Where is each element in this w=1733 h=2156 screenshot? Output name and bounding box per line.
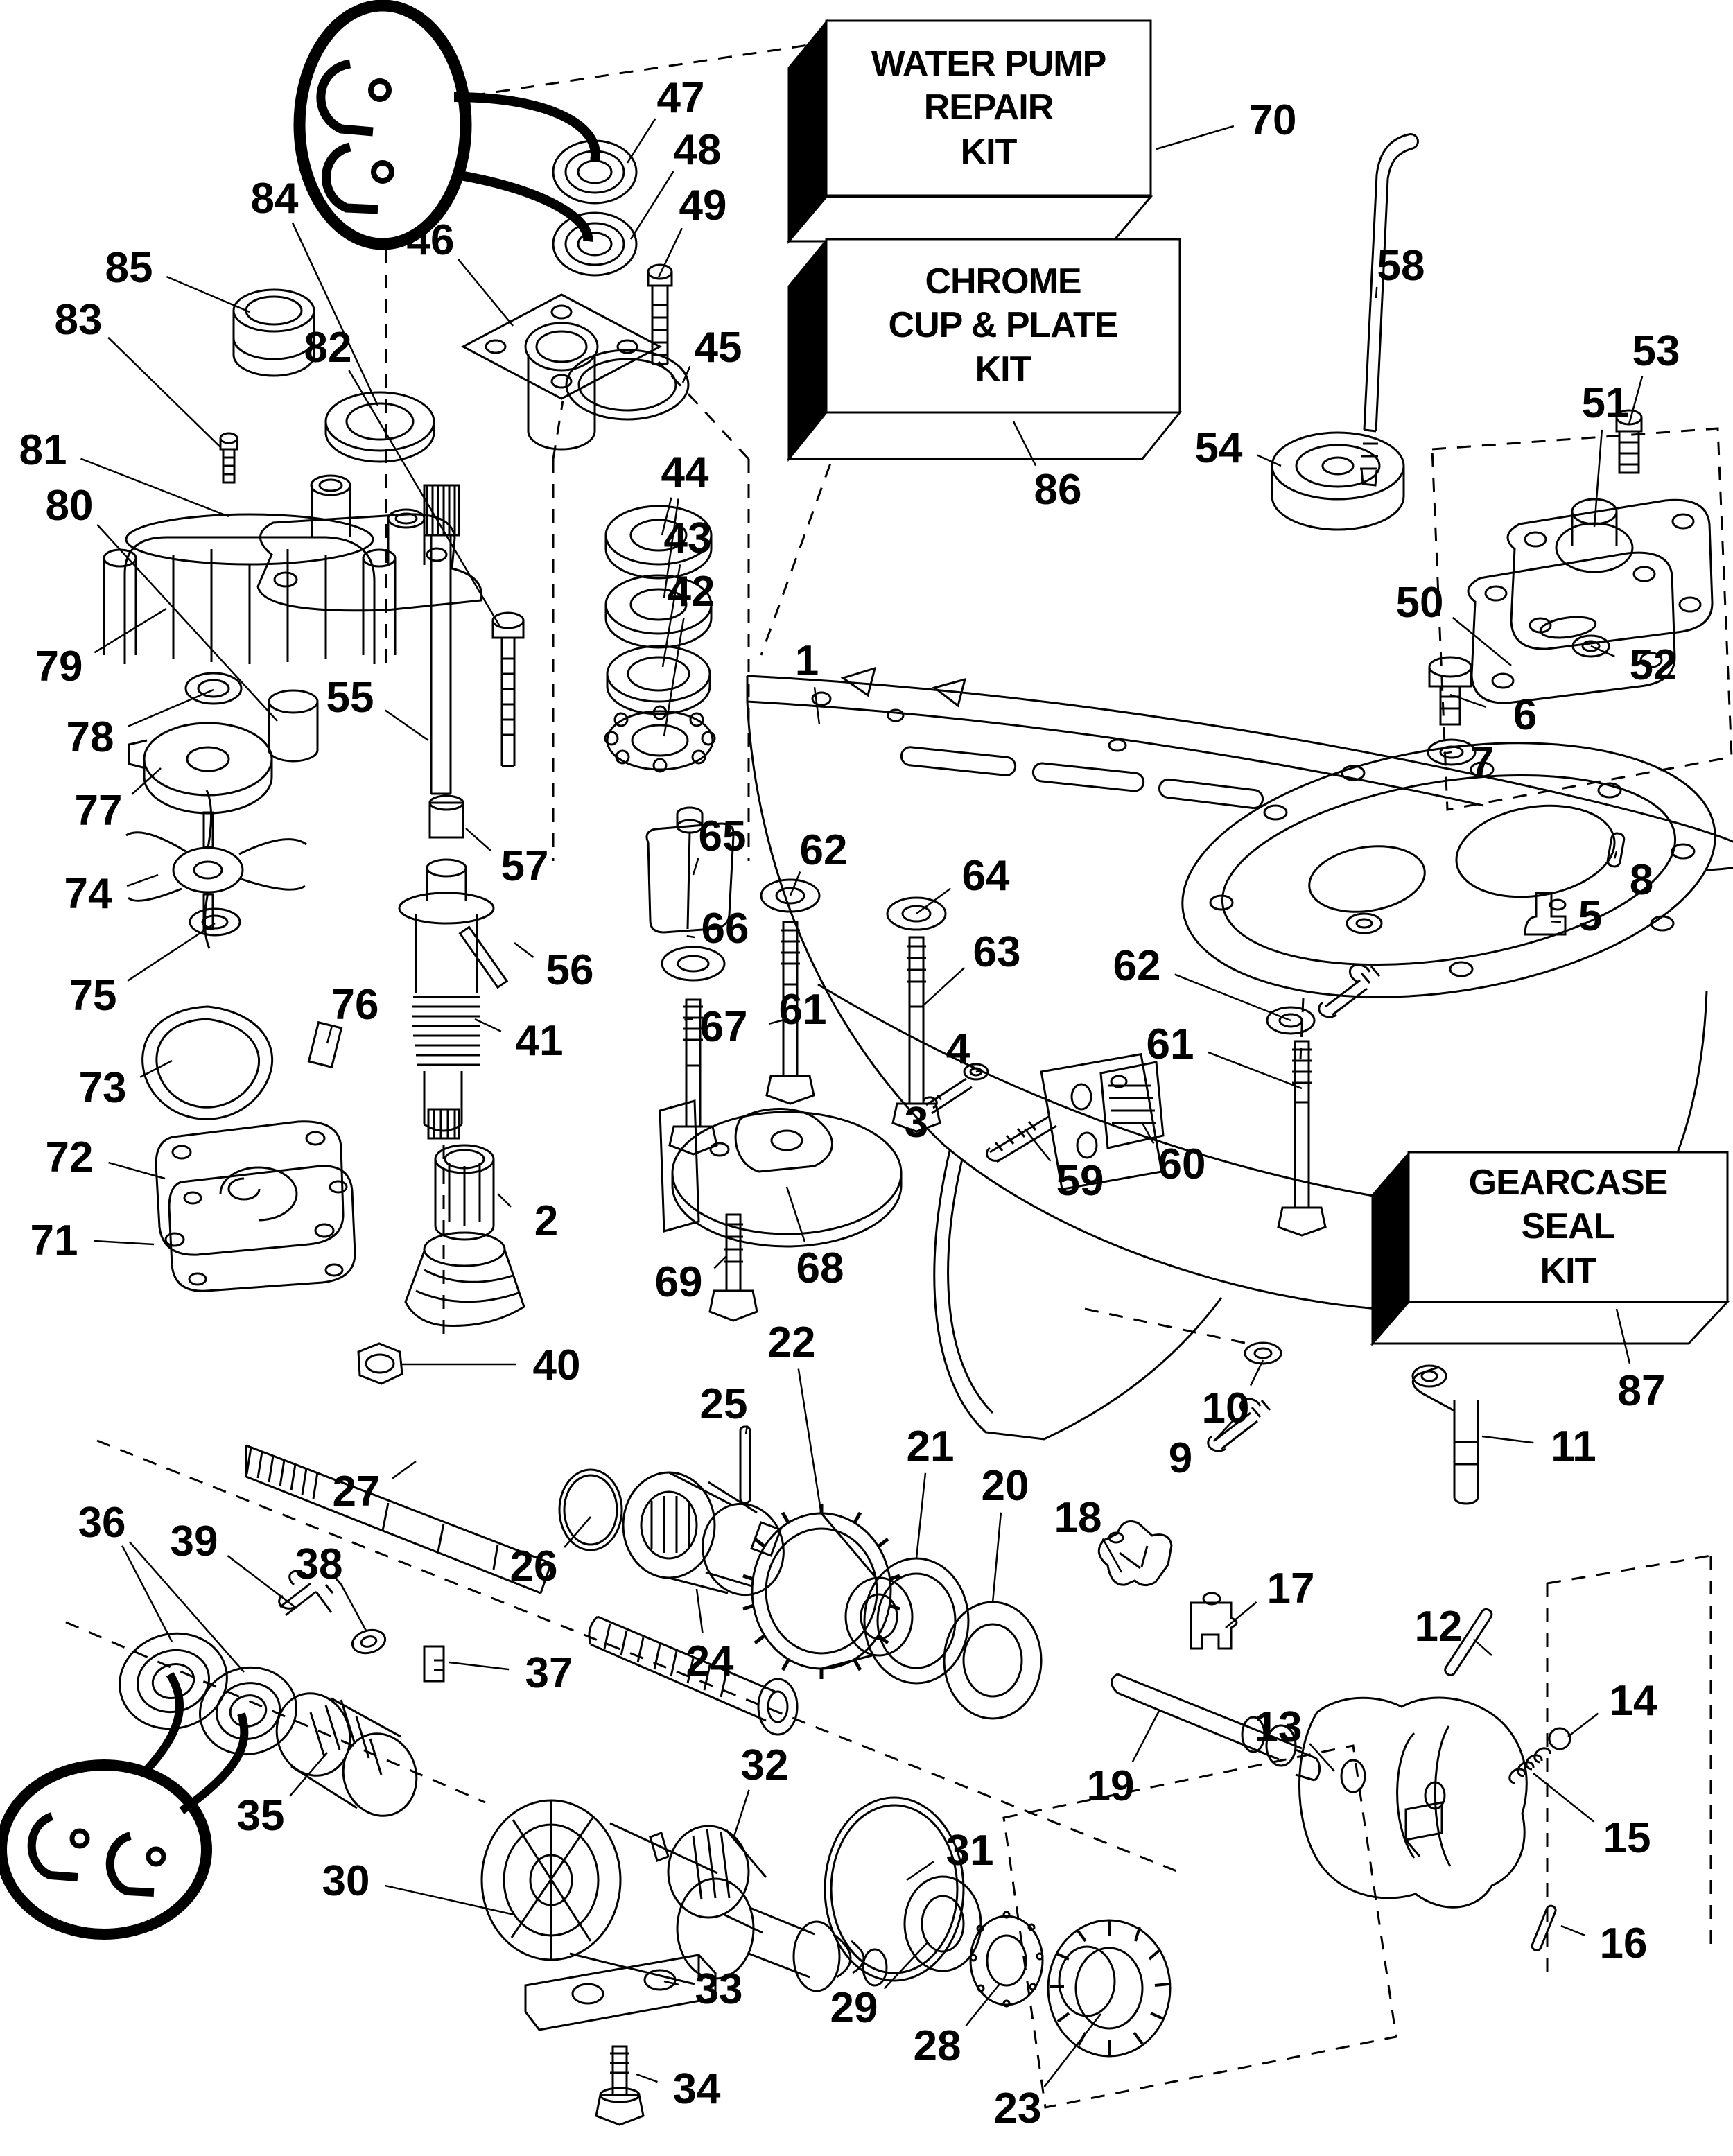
chrome-cup-plate-kit-box (826, 239, 1180, 412)
part-label-67: 67 (699, 1003, 748, 1051)
leader-line (108, 338, 220, 447)
part-label-31: 31 (946, 1827, 994, 1875)
leader-line (564, 1517, 591, 1547)
part-label-51: 51 (1581, 379, 1630, 427)
part-label-38: 38 (295, 1540, 343, 1588)
part-label-80: 80 (45, 482, 94, 530)
part-label-85: 85 (105, 244, 153, 292)
part-label-37: 37 (525, 1649, 573, 1697)
kit-line: KIT (1540, 1250, 1596, 1291)
part-label-64: 64 (961, 852, 1010, 900)
part-label-9: 9 (1168, 1434, 1193, 1482)
part-label-34: 34 (672, 2065, 721, 2113)
leader-line (1025, 1129, 1050, 1161)
leader-line (1614, 851, 1617, 858)
leader-line (664, 618, 683, 736)
leader-line (327, 1027, 332, 1043)
leader-line (1482, 1436, 1533, 1443)
part-label-65: 65 (698, 812, 747, 860)
part-label-76: 76 (331, 981, 379, 1029)
part-label-70: 70 (1248, 96, 1297, 144)
leader-line (1133, 1711, 1159, 1762)
leader-line (392, 1461, 416, 1478)
leader-line (385, 710, 428, 740)
kit-line: CUP & PLATE (888, 305, 1118, 346)
leader-line (1629, 376, 1642, 424)
leader-line (166, 277, 250, 312)
part-label-60: 60 (1158, 1140, 1206, 1188)
part-label-86: 86 (1034, 466, 1082, 514)
kit-line: GEARCASE (1468, 1162, 1668, 1203)
leader-line (683, 367, 690, 383)
part-label-14: 14 (1609, 1677, 1657, 1725)
part-label-28: 28 (913, 2022, 961, 2070)
kit-box-shapes (789, 21, 1727, 1344)
part-label-29: 29 (830, 1984, 878, 2032)
leader-line (687, 936, 695, 937)
leader-line (128, 923, 215, 981)
part-label-46: 46 (406, 216, 455, 264)
retaining-ring-detail-circle-top (299, 6, 595, 244)
part-label-62: 62 (799, 826, 848, 874)
part-label-6: 6 (1513, 691, 1538, 739)
leader-line (916, 1473, 925, 1558)
part-label-35: 35 (236, 1792, 285, 1840)
part-label-45: 45 (694, 324, 742, 372)
part-label-71: 71 (30, 1217, 78, 1264)
part-label-10: 10 (1201, 1384, 1250, 1432)
part-label-18: 18 (1054, 1494, 1102, 1542)
kit-line: CHROME (925, 261, 1081, 302)
part-label-55: 55 (326, 674, 374, 722)
part-label-84: 84 (250, 175, 299, 223)
part-label-2: 2 (534, 1197, 559, 1245)
part-label-52: 52 (1629, 641, 1678, 689)
part-label-68: 68 (796, 1244, 844, 1292)
leader-line (1533, 1773, 1594, 1821)
leader-line (664, 1981, 679, 1985)
leader-line (1443, 752, 1452, 754)
kit-line: REPAIR (923, 87, 1054, 128)
part-label-75: 75 (69, 972, 117, 1020)
driveshaft-column (358, 485, 524, 1384)
part-label-69: 69 (654, 1258, 703, 1306)
part-label-4: 4 (946, 1025, 970, 1073)
part-label-39: 39 (170, 1518, 218, 1565)
leader-line (733, 1790, 749, 1838)
leader-line (458, 259, 513, 326)
part-label-36: 36 (78, 1499, 126, 1547)
leader-line (631, 171, 674, 239)
leader-line (636, 2074, 657, 2082)
leader-line (684, 1019, 693, 1020)
part-label-1: 1 (794, 637, 819, 685)
part-label-20: 20 (981, 1462, 1029, 1510)
part-label-57: 57 (500, 842, 549, 890)
part-label-11: 11 (1551, 1423, 1596, 1470)
leader-line (385, 1886, 514, 1915)
part-label-59: 59 (1056, 1157, 1104, 1205)
part-label-16: 16 (1599, 1920, 1648, 1967)
part-label-41: 41 (515, 1017, 564, 1065)
part-label-21: 21 (906, 1423, 955, 1470)
part-label-72: 72 (45, 1133, 94, 1181)
part-label-74: 74 (64, 870, 112, 918)
part-label-53: 53 (1632, 327, 1680, 375)
water-pump-assembly (104, 290, 523, 1291)
part-label-48: 48 (673, 126, 722, 174)
leader-line (342, 1586, 366, 1631)
kit-line: KIT (975, 349, 1031, 390)
leader-line (449, 1662, 509, 1669)
leader-line (790, 872, 800, 896)
leader-line (466, 828, 491, 851)
part-label-33: 33 (695, 1965, 743, 2013)
part-label-77: 77 (74, 787, 123, 835)
leader-line (293, 223, 378, 406)
part-label-56: 56 (546, 946, 594, 994)
leader-line (627, 119, 655, 163)
leader-line (128, 690, 214, 727)
part-label-83: 83 (54, 296, 103, 344)
leader-line (498, 1194, 511, 1207)
part-label-49: 49 (679, 182, 727, 229)
leader-line (81, 459, 229, 516)
part-label-54: 54 (1194, 424, 1243, 472)
kit-line: WATER PUMP (871, 43, 1106, 84)
part-label-3: 3 (904, 1099, 929, 1147)
part-label-5: 5 (1578, 892, 1603, 940)
water-pump-repair-kit-box (826, 21, 1151, 195)
leader-line (349, 370, 500, 627)
part-label-40: 40 (532, 1341, 581, 1389)
part-label-47: 47 (656, 74, 705, 122)
part-label-73: 73 (78, 1064, 127, 1112)
part-label-44: 44 (661, 449, 709, 496)
leader-line (1103, 1538, 1122, 1572)
part-label-87: 87 (1617, 1367, 1666, 1415)
gearcase-seal-kit-box (1409, 1152, 1727, 1302)
part-label-50: 50 (1395, 579, 1444, 627)
kit-line: SEAL (1521, 1206, 1615, 1247)
part-label-22: 22 (767, 1319, 816, 1366)
leader-line (1045, 2014, 1101, 2087)
part-label-8: 8 (1629, 856, 1654, 904)
part-label-78: 78 (66, 713, 114, 761)
part-label-17: 17 (1266, 1565, 1315, 1612)
part-label-30: 30 (322, 1857, 370, 1905)
leader-line (94, 1241, 154, 1244)
part-label-15: 15 (1603, 1814, 1651, 1862)
leader-line (94, 609, 166, 652)
retaining-ring-detail-circle-bottom (1, 1674, 244, 1934)
leader-line (127, 875, 158, 886)
leader-line (697, 1589, 702, 1633)
kit-line: KIT (960, 131, 1017, 172)
part-label-42: 42 (667, 568, 715, 616)
part-label-27: 27 (332, 1468, 381, 1515)
part-label-61: 61 (1146, 1020, 1194, 1068)
part-label-26: 26 (510, 1542, 558, 1590)
leader-line (122, 1546, 172, 1642)
part-label-66: 66 (701, 905, 749, 953)
leader-line (227, 1556, 297, 1608)
part-label-82: 82 (304, 324, 352, 372)
leader-line (799, 1368, 821, 1515)
part-label-19: 19 (1086, 1762, 1135, 1810)
part-label-61: 61 (778, 986, 827, 1034)
part-label-58: 58 (1377, 242, 1425, 290)
part-label-32: 32 (740, 1741, 789, 1789)
leader-line (922, 968, 964, 1007)
leader-line (1561, 1926, 1585, 1936)
part-label-24: 24 (686, 1637, 734, 1685)
leader-line (1551, 921, 1561, 922)
leader-line (1208, 1052, 1302, 1088)
leader-line (1175, 975, 1291, 1020)
part-label-43: 43 (663, 514, 712, 562)
part-label-81: 81 (19, 426, 67, 474)
leader-line (693, 858, 699, 875)
leader-line (1257, 455, 1281, 466)
part-label-7: 7 (1470, 738, 1495, 786)
leader-line (907, 1861, 934, 1880)
leader-line (1568, 1714, 1598, 1737)
part-label-62: 62 (1113, 942, 1161, 990)
part-label-23: 23 (993, 2085, 1042, 2132)
part-label-12: 12 (1414, 1603, 1463, 1651)
leader-line (993, 1513, 1001, 1603)
leader-line (514, 943, 534, 957)
part-label-63: 63 (973, 928, 1021, 976)
part-label-13: 13 (1254, 1703, 1303, 1751)
leader-line (1156, 126, 1234, 149)
leader-line (1474, 1640, 1492, 1655)
part-label-25: 25 (699, 1380, 748, 1428)
part-label-79: 79 (35, 643, 83, 690)
